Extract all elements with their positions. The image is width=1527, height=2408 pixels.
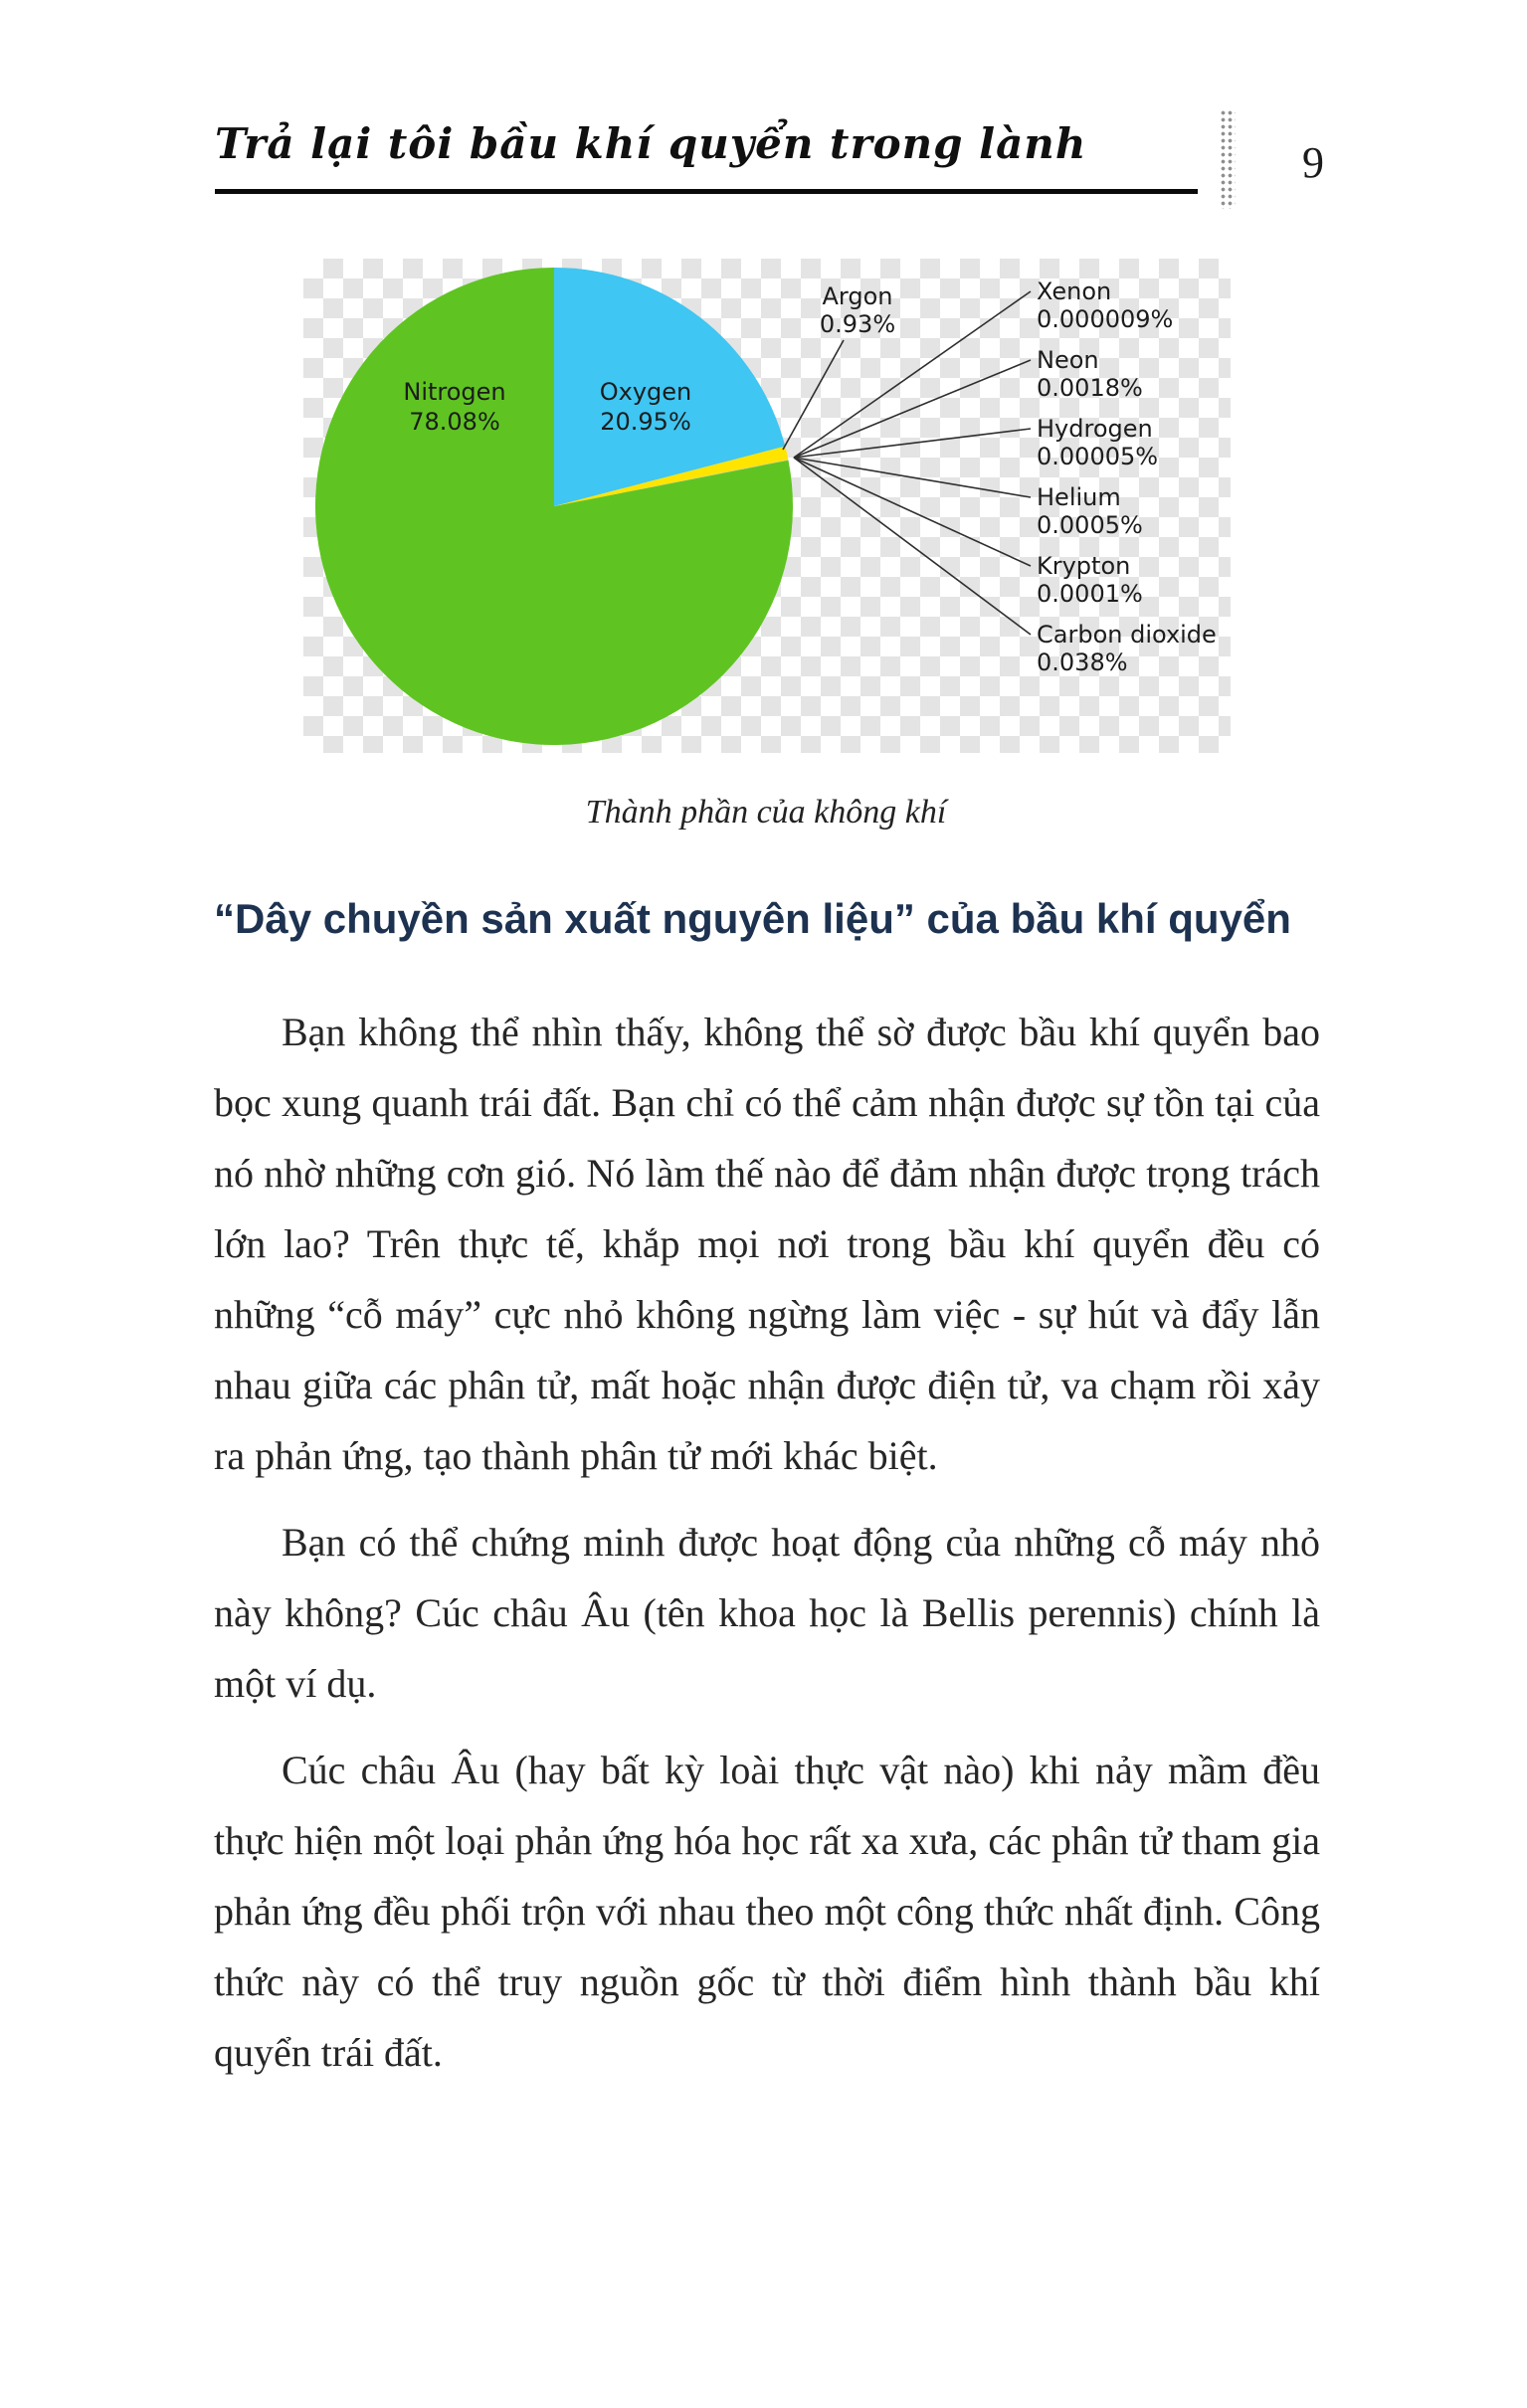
air-composition-pie-chart xyxy=(303,259,1231,753)
pie-label-krypton: Krypton xyxy=(1037,552,1131,580)
body-text xyxy=(214,997,1320,2104)
pie-value-neon: 0.0018% xyxy=(1037,374,1143,402)
pie-label-helium: Helium xyxy=(1037,483,1121,511)
body-paragraph: Cúc châu Âu (hay bất kỳ loài thực vật nào) khi nảy mầm đều thực hiện một loại phản ứng hóa học rất xa xưa, các phân tử tham gia phản ứng đều phối trộn với nhau theo một công thức nhất định. Công thức này có thể truy nguồn gốc từ thời điểm hình thành bầu khí quyển trái đất. xyxy=(214,1748,1320,2075)
pie-value-xenon: 0.000009% xyxy=(1037,305,1174,333)
pie-value-argon: 0.93% xyxy=(819,310,896,338)
leader-line-krypton xyxy=(794,458,1031,566)
pie-label-neon: Neon xyxy=(1037,346,1099,374)
pie-value-hydrogen: 0.00005% xyxy=(1037,443,1159,470)
pie-label-xenon: Xenon xyxy=(1037,278,1112,305)
leader-line-argon xyxy=(783,340,844,450)
leader-line-helium xyxy=(794,458,1031,497)
leader-line-carbon-dioxide xyxy=(794,458,1031,635)
pie-value-carbon-dioxide: 0.038% xyxy=(1037,648,1128,676)
pie-label-oxygen: Oxygen xyxy=(599,378,692,406)
body-paragraph: Bạn có thể chứng minh được hoạt động của những cỗ máy nhỏ này không? Cúc châu Âu (tên khoa học là Bellis perennis) chính là một ví dụ. xyxy=(214,1520,1320,1706)
page-number: 9 xyxy=(1302,138,1324,187)
pie-label-hydrogen: Hydrogen xyxy=(1037,415,1153,443)
running-header-title: Trả lại tôi bầu khí quyển trong lành xyxy=(215,119,1087,168)
pie-label-carbon-dioxide: Carbon dioxide xyxy=(1037,621,1217,648)
air-composition-figure xyxy=(303,259,1231,753)
section-heading: “Dây chuyền sản xuất nguyên liệu” của bầu khí quyển xyxy=(214,895,1291,942)
body-paragraph: Bạn không thể nhìn thấy, không thể sờ được bầu khí quyển bao bọc xung quanh trái đất. Bạn chỉ có thể cảm nhận được sự tồn tại của nó nhờ những cơn gió. Nó làm thế nào để đảm nhận được trọng trách lớn lao? Trên thực tế, khắp mọi nơi trong bầu khí quyển đều có những “cỗ máy” cực nhỏ không ngừng làm việc - sự hút và đẩy lẫn nhau giữa các phân tử, mất hoặc nhận được điện tử, va chạm rồi xảy ra phản ứng, tạo thành phân tử mới khác biệt. xyxy=(214,1010,1320,1478)
figure-caption: Thành phần của không khí xyxy=(585,794,947,831)
pie-value-helium: 0.0005% xyxy=(1037,511,1143,539)
pie-label-nitrogen: Nitrogen xyxy=(403,378,506,406)
header-rule xyxy=(215,189,1198,194)
pie-value-oxygen: 20.95% xyxy=(600,408,691,436)
pie-value-krypton: 0.0001% xyxy=(1037,580,1143,608)
pie-value-nitrogen: 78.08% xyxy=(409,408,500,436)
pie-label-argon: Argon xyxy=(822,282,893,310)
header-dotted-divider xyxy=(1220,109,1236,209)
